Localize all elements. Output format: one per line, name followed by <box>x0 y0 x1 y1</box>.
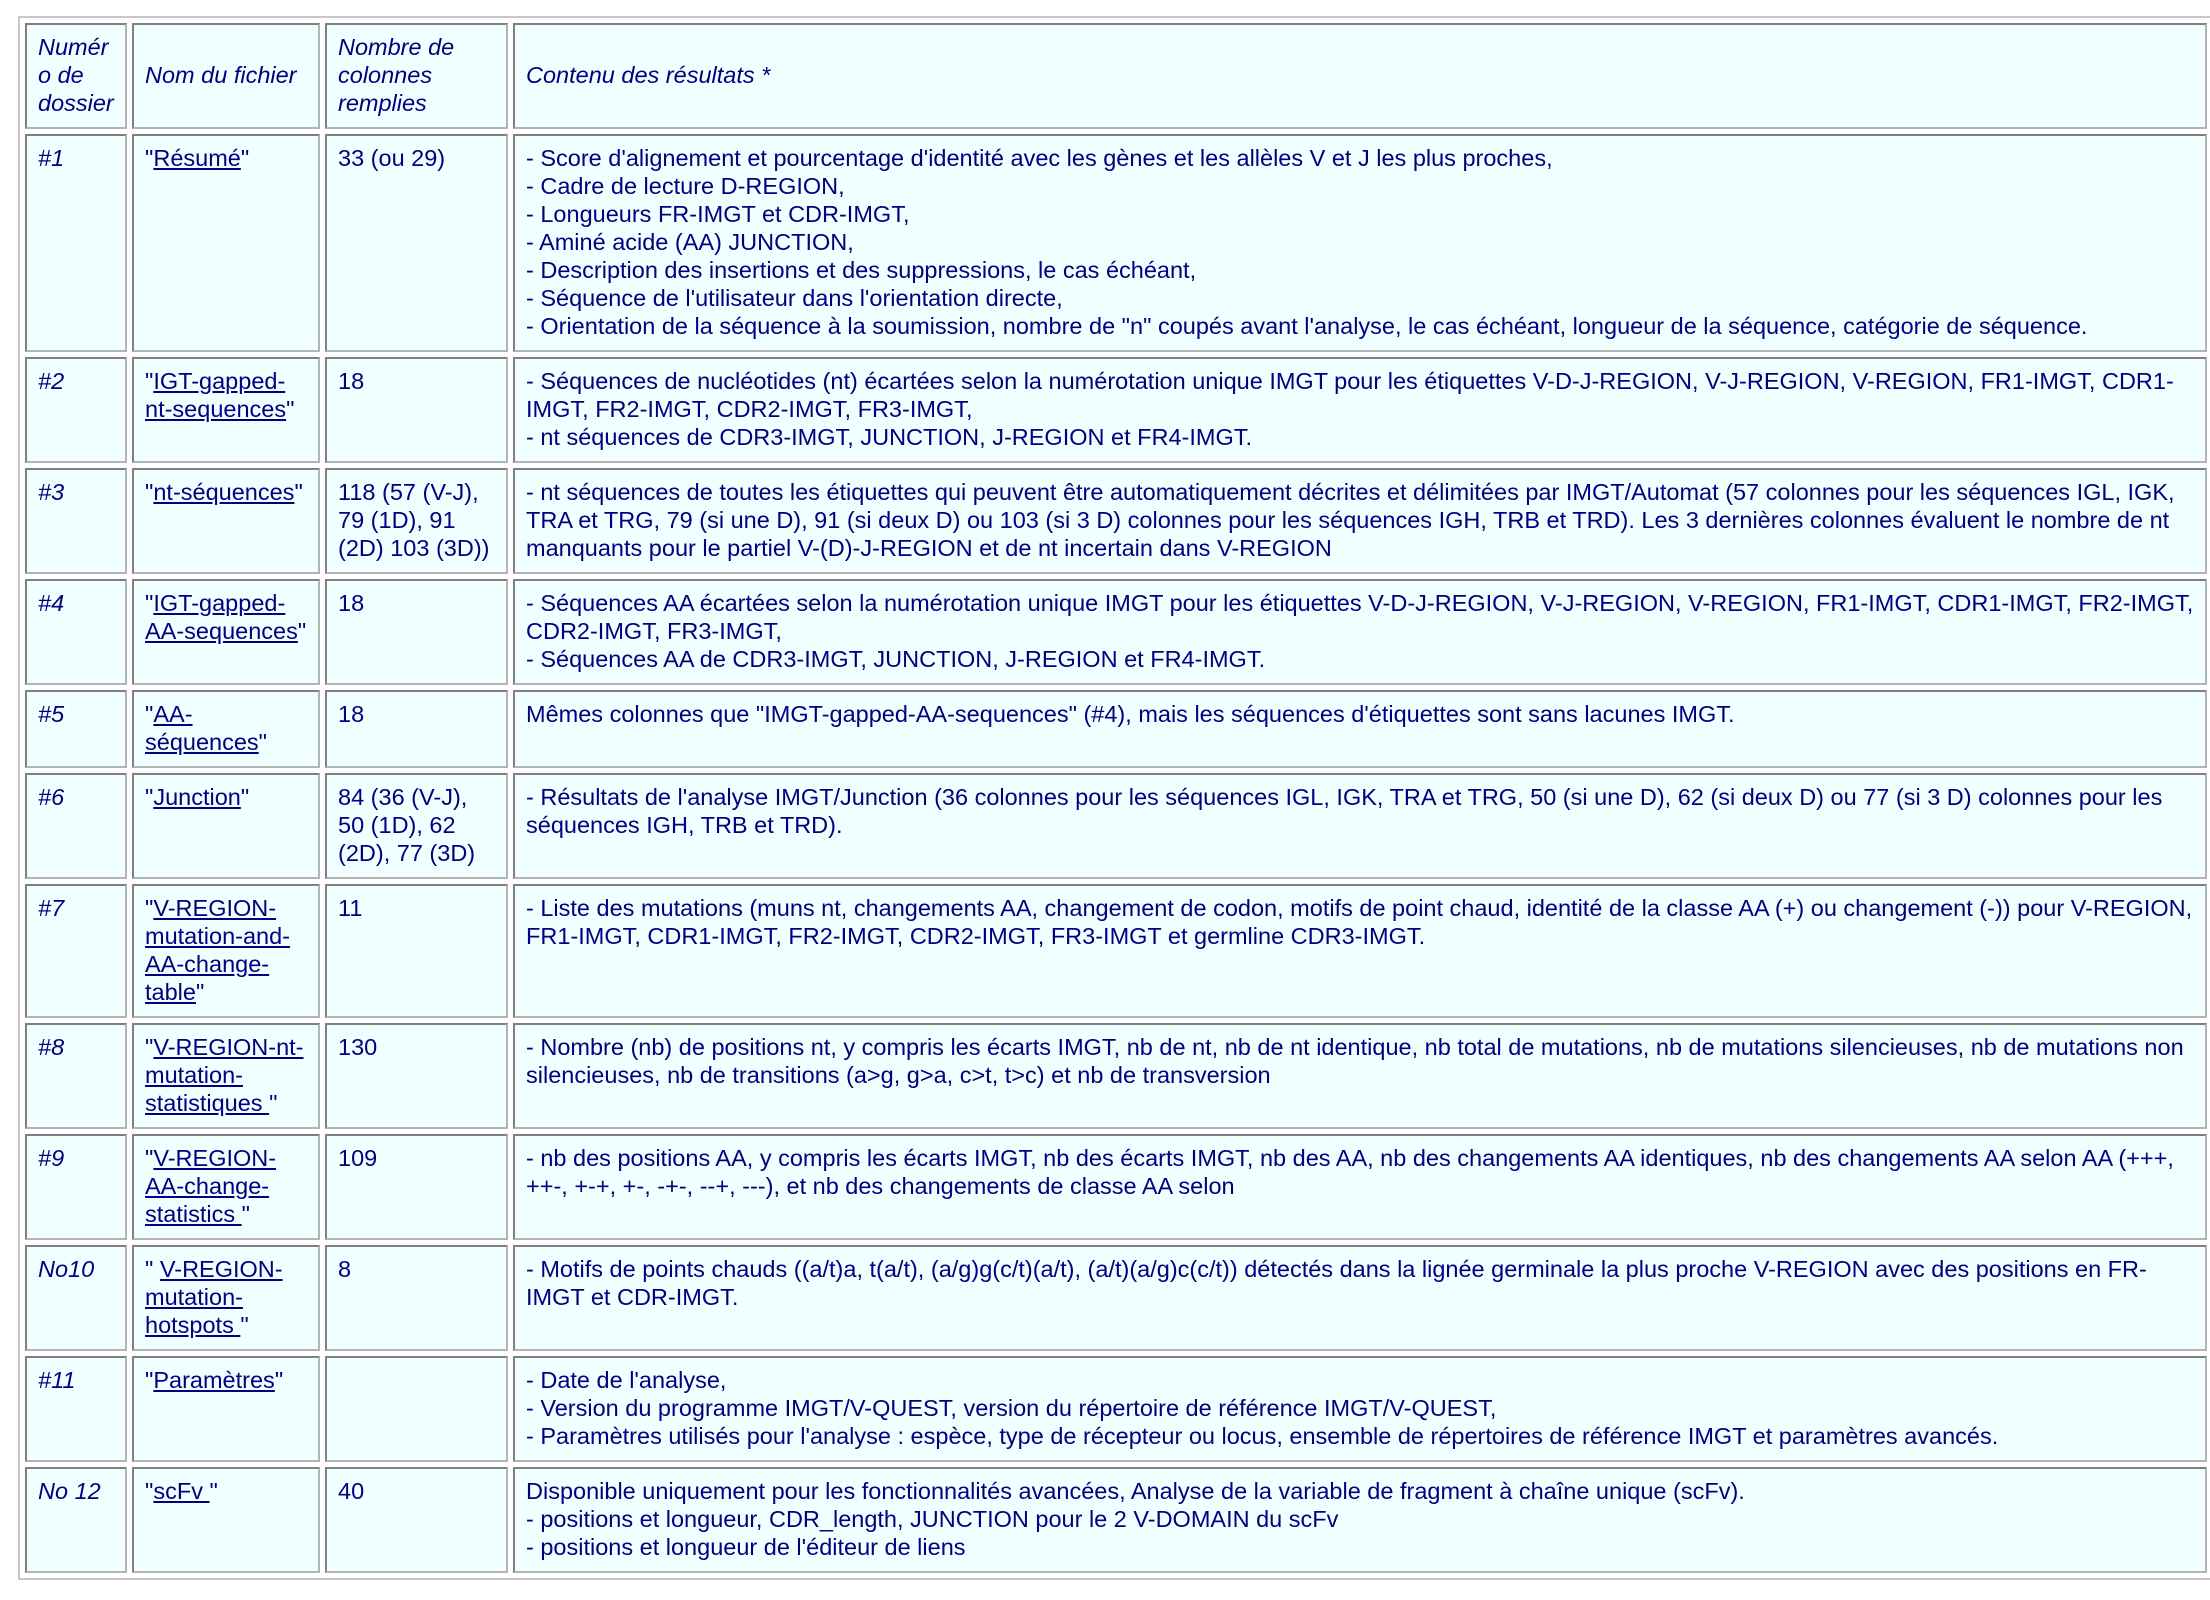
column-count-cell: 18 <box>325 690 508 768</box>
header-column-count: Nombre de colonnes remplies <box>325 23 508 129</box>
file-name-link[interactable]: nt-séquences <box>153 479 295 505</box>
results-content-cell <box>513 1467 2207 1573</box>
result-line: - Aminé acide (AA) JUNCTION, <box>526 229 854 255</box>
quote-open: " <box>145 1256 160 1282</box>
result-line: - Nombre (nb) de positions nt, y compris les écarts IMGT, nb de nt, nb de nt identique, nb total de mutations, nb de mutations silencieuses, nb de mutations non silencieuses, nb de transitions (a>g, g>a, c>t, t>c) et nb de transversion <box>526 1034 2184 1088</box>
table-row <box>25 468 2207 574</box>
file-number-cell: #1 <box>25 134 127 352</box>
quote-close: " <box>297 618 307 644</box>
result-line: - nb des positions AA, y compris les écarts IMGT, nb des écarts IMGT, nb des AA, nb des changements AA identiques, nb des changements AA selon AA (+++, ++-, +-+, +-, -+-, --+, ---), et nb des changements de classe AA selon <box>526 1145 2174 1199</box>
column-count-cell: 40 <box>325 1467 508 1573</box>
result-line: - Version du programme IMGT/V-QUEST, version du répertoire de référence IMGT/V-QUEST, <box>526 1395 1497 1421</box>
quote-close: " <box>240 1312 249 1338</box>
quote-close: " <box>286 396 295 422</box>
results-content-cell <box>513 690 2207 768</box>
header-file-name: Nom du fichier <box>132 23 320 129</box>
file-name-cell <box>132 773 320 879</box>
quote-close: " <box>241 1201 250 1227</box>
file-name-cell <box>132 134 320 352</box>
file-name-cell <box>132 1245 320 1351</box>
results-content-cell <box>513 773 2207 879</box>
result-line: Disponible uniquement pour les fonctionnalités avancées, Analyse de la variable de fragment à chaîne unique (scFv). <box>526 1478 1745 1504</box>
file-number-cell: #9 <box>25 1134 127 1240</box>
file-name-link[interactable]: Résumé <box>153 145 241 171</box>
results-content-cell <box>513 134 2207 352</box>
file-name-cell <box>132 1023 320 1129</box>
results-content-cell <box>513 1023 2207 1129</box>
quote-close: " <box>274 1367 284 1393</box>
file-name-cell <box>132 690 320 768</box>
file-name-link[interactable]: V-REGION-nt-mutation-statistiques <box>145 1034 304 1116</box>
table-row <box>25 1134 2207 1240</box>
file-name-link[interactable]: V-REGION-AA-change-statistics <box>145 1145 277 1227</box>
table-row <box>25 1467 2207 1573</box>
quote-open: " <box>145 1478 154 1504</box>
results-table <box>18 16 2210 1580</box>
file-name-link[interactable]: V-REGION-mutation-and-AA-change-table <box>145 895 290 1005</box>
result-line: Mêmes colonnes que "IMGT-gapped-AA-sequences" (#4), mais les séquences d'étiquettes sont sans lacunes IMGT. <box>526 701 1735 727</box>
results-content-cell <box>513 884 2207 1018</box>
table-row <box>25 773 2207 879</box>
file-number-cell: #7 <box>25 884 127 1018</box>
quote-close: " <box>209 1478 218 1504</box>
table-row <box>25 1023 2207 1129</box>
column-count-cell: 8 <box>325 1245 508 1351</box>
file-number-cell: #4 <box>25 579 127 685</box>
column-count-cell: 11 <box>325 884 508 1018</box>
results-content-cell <box>513 357 2207 463</box>
file-name-link[interactable]: Paramètres <box>153 1367 275 1393</box>
result-line: - Liste des mutations (muns nt, changements AA, changement de codon, motifs de point chaud, identité de la classe AA (+) ou changement (-)) pour V-REGION, FR1-IMGT, CDR1-IMGT, FR2-IMGT, CDR2-IMGT, FR3-IMGT et germline CDR3-IMGT. <box>526 895 2193 949</box>
quote-open: " <box>145 1034 154 1060</box>
quote-open: " <box>145 784 154 810</box>
result-line: - nt séquences de toutes les étiquettes qui peuvent être automatiquement décrites et délimitées par IMGT/Automat (57 colonnes pour les séquences IGL, IGK, TRA et TRG, 79 (si une D), 91 (si deux D) ou 103 (si 3 D) colonnes pour les séquences IGH, TRB et TRD). Les 3 dernières colonnes évaluent le nombre de nt manquants pour le partiel V-(D)-J-REGION et de nt incertain dans V-REGION <box>526 479 2175 561</box>
results-content-cell <box>513 468 2207 574</box>
quote-open: " <box>145 701 154 727</box>
quote-open: " <box>145 1367 154 1393</box>
table-row <box>25 1356 2207 1462</box>
header-row <box>25 23 2207 129</box>
file-name-cell <box>132 357 320 463</box>
quote-close: " <box>258 729 268 755</box>
column-count-cell: 18 <box>325 357 508 463</box>
quote-close: " <box>240 145 250 171</box>
result-line: - Paramètres utilisés pour l'analyse : espèce, type de récepteur ou locus, ensemble de répertoires de référence IMGT et paramètres avancés. <box>526 1423 1999 1449</box>
result-line: - Séquences AA de CDR3-IMGT, JUNCTION, J-REGION et FR4-IMGT. <box>526 646 1266 672</box>
table-row <box>25 134 2207 352</box>
file-name-link[interactable]: V-REGION-mutation-hotspots <box>145 1256 283 1338</box>
result-line: - Séquences AA écartées selon la numérotation unique IMGT pour les étiquettes V-D-J-REGION, V-J-REGION, V-REGION, FR1-IMGT, CDR1-IMGT, FR2-IMGT, CDR2-IMGT, FR3-IMGT, <box>526 590 2194 644</box>
file-name-link[interactable]: Junction <box>153 784 241 810</box>
file-number-cell: No 12 <box>25 1467 127 1573</box>
file-name-cell <box>132 468 320 574</box>
results-content-cell <box>513 1134 2207 1240</box>
table-row <box>25 1245 2207 1351</box>
file-name-cell <box>132 884 320 1018</box>
file-name-link[interactable]: scFv <box>153 1478 210 1504</box>
file-name-link[interactable]: AA-séquences <box>145 701 259 755</box>
results-content-cell <box>513 1356 2207 1462</box>
results-content-cell <box>513 579 2207 685</box>
quote-open: " <box>145 145 154 171</box>
file-number-cell: No10 <box>25 1245 127 1351</box>
table-row <box>25 579 2207 685</box>
quote-close: " <box>294 479 303 505</box>
table-row <box>25 884 2207 1018</box>
file-name-link[interactable]: IGT-gapped-AA-sequences <box>145 590 298 644</box>
result-line: - Date de l'analyse, <box>526 1367 727 1393</box>
result-line: - Orientation de la séquence à la soumission, nombre de "n" coupés avant l'analyse, le cas échéant, longueur de la séquence, catégorie de séquence. <box>526 313 2088 339</box>
result-line: - nt séquences de CDR3-IMGT, JUNCTION, J-REGION et FR4-IMGT. <box>526 424 1253 450</box>
header-file-number: Numéro de dossier <box>25 23 127 129</box>
results-content-cell <box>513 1245 2207 1351</box>
file-name-cell <box>132 1467 320 1573</box>
file-number-cell: #8 <box>25 1023 127 1129</box>
result-line: - Séquences de nucléotides (nt) écartées selon la numérotation unique IMGT pour les étiquettes V-D-J-REGION, V-J-REGION, V-REGION, FR1-IMGT, CDR1-IMGT, FR2-IMGT, CDR2-IMGT, FR3-IMGT, <box>526 368 2174 422</box>
file-name-cell <box>132 1356 320 1462</box>
quote-open: " <box>145 895 154 921</box>
header-results-content: Contenu des résultats * <box>513 23 2207 129</box>
quote-close: " <box>240 784 250 810</box>
quote-close: " <box>195 979 205 1005</box>
file-number-cell: #6 <box>25 773 127 879</box>
result-line: - Description des insertions et des suppressions, le cas échéant, <box>526 257 1197 283</box>
quote-open: " <box>145 368 154 394</box>
result-line: - Motifs de points chauds ((a/t)a, t(a/t), (a/g)g(c/t)(a/t), (a/t)(a/g)c(c/t)) détectés dans la lignée germinale la plus proche V-REGION avec des positions en FR-IMGT et CDR-IMGT. <box>526 1256 2147 1310</box>
result-line: - Cadre de lecture D-REGION, <box>526 173 845 199</box>
column-count-cell: 18 <box>325 579 508 685</box>
quote-open: " <box>145 590 154 616</box>
column-count-cell: 33 (ou 29) <box>325 134 508 352</box>
file-name-link[interactable]: IGT-gapped-nt-sequences <box>145 368 287 422</box>
column-count-cell: 109 <box>325 1134 508 1240</box>
file-name-cell <box>132 1134 320 1240</box>
column-count-cell: 118 (57 (V-J), 79 (1D), 91 (2D) 103 (3D)) <box>325 468 508 574</box>
file-name-cell <box>132 579 320 685</box>
file-number-cell: #3 <box>25 468 127 574</box>
file-number-cell: #2 <box>25 357 127 463</box>
result-line: - positions et longueur, CDR_length, JUNCTION pour le 2 V-DOMAIN du scFv <box>526 1506 1339 1532</box>
column-count-cell <box>325 1356 508 1462</box>
table-row <box>25 690 2207 768</box>
table-row <box>25 357 2207 463</box>
quote-open: " <box>145 1145 154 1171</box>
column-count-cell: 130 <box>325 1023 508 1129</box>
quote-close: " <box>269 1090 278 1116</box>
result-line: - Résultats de l'analyse IMGT/Junction (36 colonnes pour les séquences IGL, IGK, TRA et TRG, 50 (si une D), 62 (si deux D) ou 77 (si 3 D) colonnes pour les séquences IGH, TRB et TRD). <box>526 784 2163 838</box>
column-count-cell: 84 (36 (V-J), 50 (1D), 62 (2D), 77 (3D) <box>325 773 508 879</box>
result-line: - positions et longueur de l'éditeur de liens <box>526 1534 966 1560</box>
result-line: - Séquence de l'utilisateur dans l'orientation directe, <box>526 285 1063 311</box>
result-line: - Longueurs FR-IMGT et CDR-IMGT, <box>526 201 910 227</box>
file-number-cell: #5 <box>25 690 127 768</box>
file-number-cell: #11 <box>25 1356 127 1462</box>
quote-open: " <box>145 479 154 505</box>
result-line: - Score d'alignement et pourcentage d'identité avec les gènes et les allèles V et J les plus proches, <box>526 145 1553 171</box>
